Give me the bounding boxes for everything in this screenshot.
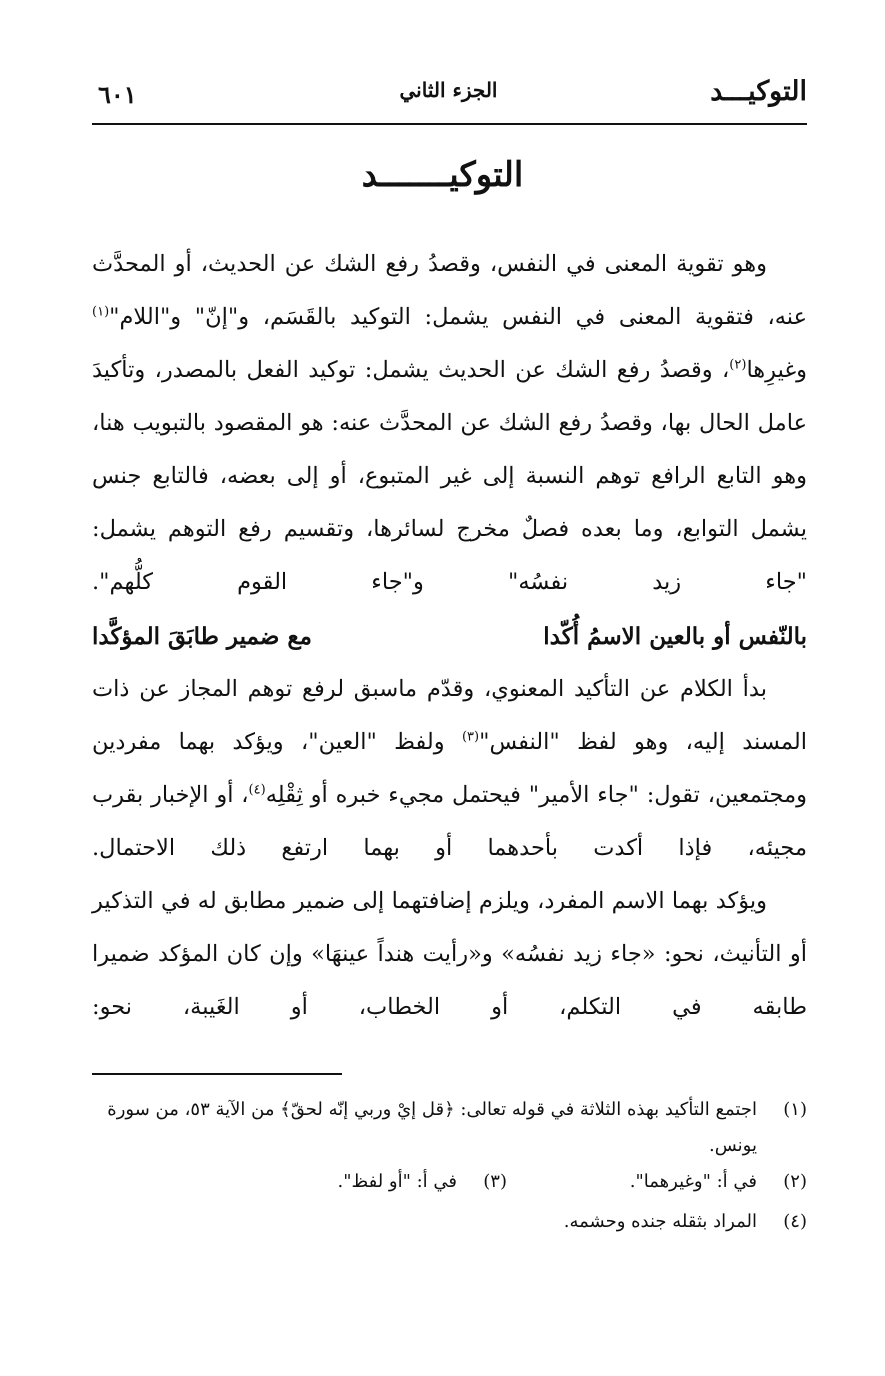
footnote-1-number: (١) (783, 1099, 807, 1120)
paragraph-1-text-c: ، وقصدُ رفع الشك عن الحديث يشمل: توكيد الفعل بالمصدر، وتأكيدَ عامل الحال بها، وقصدُ رفع الشك عن المحدَّث عنه: هو المقصود بالتبويب هنا، وهو التابع الرافع توهم النسبة إلى غير المتبوع، أو إلى بعضه، فالتابع جنس يشمل التوابع، وما بعده فصلٌ مخرج لسائرها، وتقسيم رفع التوهم يشمل: "جاء زيد نفسُه" و"جاء القوم كلُّهم". (92, 357, 807, 595)
verse-hemistich-1: بالنّفس أو بالعين الاسمُ أُكّدا (543, 623, 807, 650)
verse-hemistich-2: مع ضمير طابَقَ المؤكَّدا (92, 623, 312, 650)
footnote-2 (630, 1164, 807, 1200)
footnote-2-text: في أ: "وغيرهما". (629, 1171, 757, 1192)
chapter-title: التوكيـــــــد (361, 155, 524, 195)
footnote-ref-1: (١) (92, 304, 110, 320)
footnote-ref-3: (٣) (461, 729, 480, 745)
footnotes (92, 1092, 807, 1240)
paragraph-2-text-a: بدأ الكلام عن التأكيد المعنوي، وقدّم ماسبق لرفع توهم المجاز عن ذات المسند إليه، وهو لفظ "النفس" (92, 676, 808, 755)
body-text (92, 238, 807, 1034)
running-chapter-title: التوكيـــد (710, 76, 807, 107)
paragraph-2-text-b: ولفظ "العين"، ويؤكد بهما مفردين ومجتمعين، تقول: "جاء الأمير" فيحتمل مجيء خبره أو ثِقْلِه (92, 729, 807, 808)
footnote-2-number: (٢) (783, 1171, 807, 1192)
page-number: ٦٠١ (98, 80, 137, 109)
footnote-4 (92, 1204, 807, 1240)
footnote-3-number: (٣) (483, 1171, 507, 1192)
paragraph-1 (92, 238, 807, 609)
footnote-3 (338, 1164, 508, 1200)
footnote-rule (92, 1073, 342, 1075)
running-header (90, 72, 807, 116)
footnote-4-text: المراد بثقله جنده وحشمه. (563, 1211, 757, 1232)
header-rule (92, 123, 807, 125)
paragraph-2 (92, 663, 807, 875)
paragraph-1-text-a: وهو تقوية المعنى في النفس، وقصدُ رفع الشك عن الحديث، أو المحدَّث عنه، فتقوية المعنى في النفس يشمل: التوكيد بالقَسَم، و"إنّ" و"اللام" (92, 251, 807, 330)
verse-line (92, 611, 807, 663)
footnote-4-number: (٤) (783, 1211, 807, 1232)
footnote-ref-4: (٤) (248, 782, 266, 798)
footnote-3-text: في أ: "أو لفظ". (337, 1171, 457, 1192)
footnote-row-2-3 (92, 1164, 807, 1204)
running-part-label: الجزء الثاني (399, 78, 498, 102)
paragraph-1-text-b: وغيرِها (746, 357, 807, 383)
paragraph-3: ويؤكد بهما الاسم المفرد، ويلزم إضافتهما إلى ضمير مطابق له في التذكير أو التأنيث، نحو: «جاء زيد نفسُه» و«رأيت هنداً عينهَا» وإن كان المؤكد ضميرا طابقه في التكلم، أو الخطاب، أو الغَيبة، نحو: (92, 888, 807, 1020)
paragraph-2-text-c: ، أو الإخبار بقرب مجيئه، فإذا أكدت بأحدهما أو بهما ارتفع ذلك الاحتمال. (92, 782, 807, 861)
footnote-1-text: اجتمع التأكيد بهذه الثلاثة في قوله تعالى: ﴿قل إيْ وربي إنّه لحقّ﴾ من الآية ٥٣، من سورة يونس. (107, 1099, 757, 1156)
footnote-1 (92, 1092, 807, 1164)
footnote-ref-2: (٢) (729, 357, 747, 373)
